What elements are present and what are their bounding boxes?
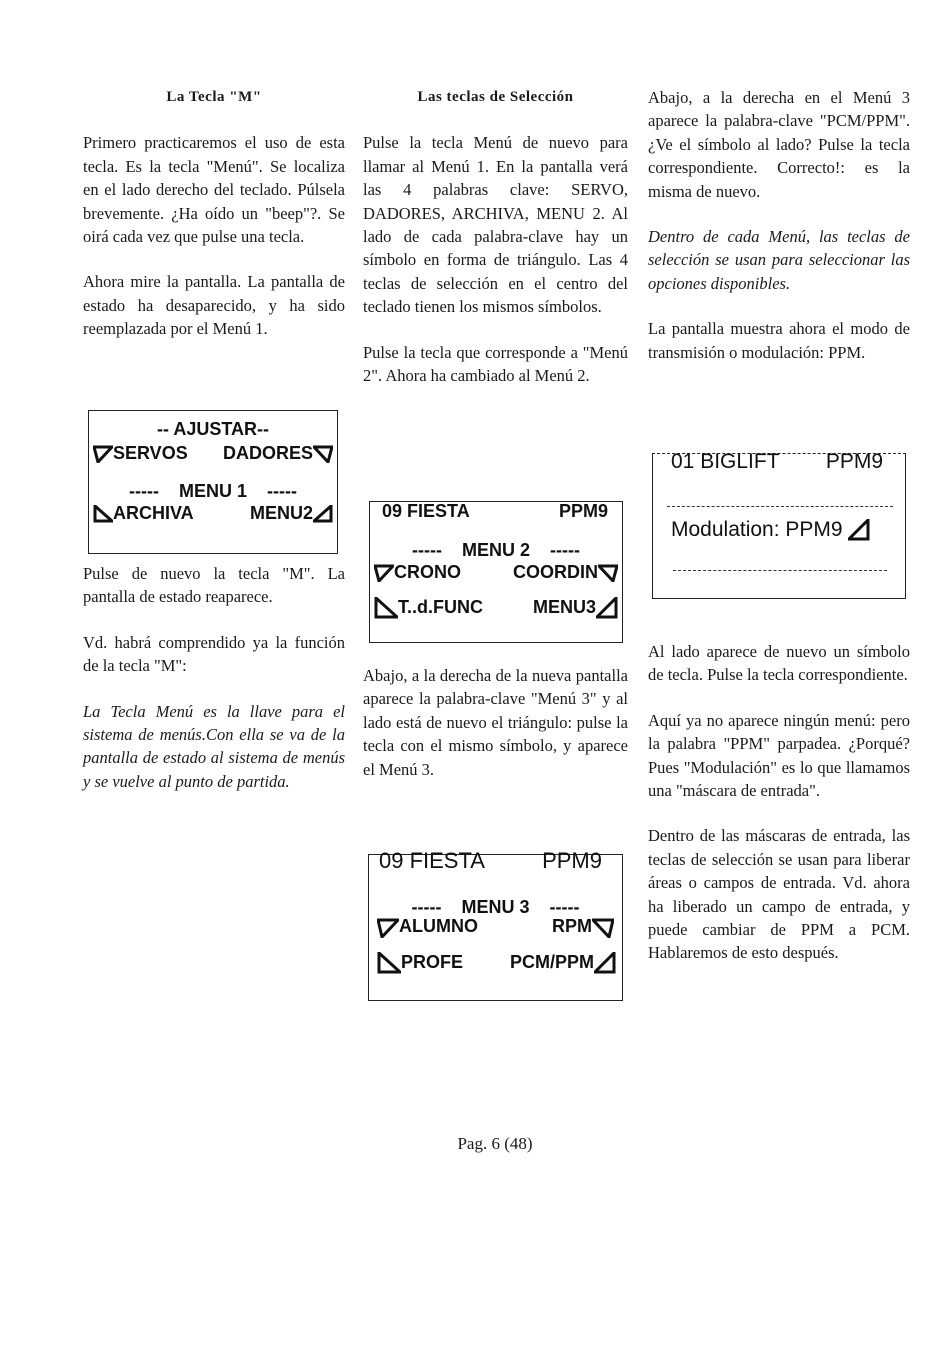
paragraph: Primero practicaremos el uso de esta tecla. Es la tecla "Menú". Se localiza en el lado derecho del teclado. Púlsela brevemente. ¿Ha oído un "beep"?. Se oirá cada vez que pulse una tecla.: [83, 133, 345, 247]
paragraph: Abajo, a la derecha de la nueva pantalla aparece la palabra-clave "Menú 3" y al lado está de nuevo el triángulo: pulse la tecla con el mismo símbolo, y aparece el Menú 3.: [363, 666, 628, 779]
paragraph: Pulse de nuevo la tecla "M". La pantalla de estado reaparece.: [83, 564, 345, 607]
lcd-modulation: PPM9: [825, 450, 883, 473]
lcd-item-menu3: MENU3: [532, 596, 596, 617]
paragraph: Pulse la tecla Menú de nuevo para llamar al Menú 1. En la pantalla verá las 4 palabras clave: SERVO, DADORES, ARCHIVA, MENU 2. Al lado de cada palabra-clave hay un símbolo en forma de triángulo. Las 4 teclas de selección en el centro del teclado tienen los mismos símbolos.: [363, 133, 628, 317]
lcd-screen-menu-2: [369, 501, 623, 643]
lcd-item-alumno: ALUMNO: [399, 916, 478, 937]
section-heading-tecla-m: La Tecla "M": [166, 89, 262, 105]
column-2: [363, 86, 628, 409]
select-triangle-top-left-icon: [374, 564, 394, 582]
column-3: [648, 86, 910, 386]
lcd-modulation-line: Modulation: PPM9: [671, 518, 843, 541]
select-triangle-bottom-left-icon: [93, 505, 113, 523]
paragraph: Pulse la tecla que corresponde a "Menú 2". Ahora ha cambiado al Menú 2.: [363, 342, 628, 386]
lcd-divider: [673, 570, 887, 571]
select-triangle-bottom-right-icon: [596, 597, 618, 619]
select-triangle-bottom-left-icon: [377, 952, 401, 974]
paragraph-italic: La Tecla Menú es la llave para el sistema de menús.Con ella se va de la pantalla de estado al sistema de menús y se vuelve al punto de partida.: [83, 701, 345, 791]
lcd-modulation: PPM9: [558, 500, 608, 521]
paragraph: Dentro de las máscaras de entrada, las teclas de selección se usan para liberar áreas o campos de entrada. Vd. ahora ha liberado un campo de entrada, y puede cambiar de PPM a PCM. Hablaremos de esto después.: [648, 826, 910, 963]
select-triangle-top-right-icon: [313, 445, 333, 463]
section-heading-teclas-seleccion: Las teclas de Selección: [417, 89, 574, 105]
lcd-item-dadores: DADORES: [222, 442, 313, 463]
lcd-modulation: PPM9: [542, 848, 602, 873]
column-3-lower: [648, 640, 910, 987]
lcd-divider: [667, 506, 893, 507]
select-triangle-bottom-right-icon: [313, 505, 333, 523]
lcd-menu-label: ----- MENU 2 -----: [412, 540, 580, 560]
lcd-screen-modulation: [652, 450, 906, 599]
column-1-lower: [83, 562, 345, 815]
select-triangle-top-right-icon: [598, 564, 618, 582]
column-2-lower: [363, 664, 628, 803]
select-triangle-top-right-icon: [592, 918, 614, 938]
lcd-item-coordin: COORDIN: [513, 561, 598, 582]
lcd-item-archiva: ARCHIVA: [113, 502, 194, 523]
paragraph: Al lado aparece de nuevo un símbolo de tecla. Pulse la tecla correspondiente.: [648, 642, 910, 685]
lcd-screen-menu-1: [88, 410, 338, 554]
paragraph: Vd. habrá comprendido ya la función de la tecla "M":: [83, 632, 345, 676]
lcd-item-crono: CRONO: [394, 561, 461, 582]
paragraph: Ahora mire la pantalla. La pantalla de estado ha desaparecido, y ha sido reemplazada por el Menú 1.: [83, 272, 345, 339]
paragraph: Aquí ya no aparece ningún menú: pero la palabra "PPM" parpadea. ¿Porqué? Pues "Modulación" es lo que llamamos una "máscara de entrada".: [648, 710, 910, 801]
select-triangle-bottom-right-icon: [594, 952, 616, 974]
paragraph: Abajo, a la derecha en el Menú 3 aparece la palabra-clave "PCM/PPM". ¿Ve el símbolo al lado? Pulse la tecla correspondiente. Correcto!: es la misma de nuevo.: [648, 88, 910, 201]
lcd-item-pcm-ppm: PCM/PPM: [509, 951, 594, 972]
lcd-item-servos: SERVOS: [113, 442, 188, 463]
select-triangle-top-left-icon: [377, 918, 399, 938]
column-1: [83, 86, 345, 363]
lcd-model-name: 09 FIESTA: [379, 848, 485, 873]
paragraph-italic: Dentro de cada Menú, las teclas de selección se usan para seleccionar las opciones disponibles.: [648, 227, 910, 293]
lcd-model-name: 01 BIGLIFT: [671, 450, 780, 473]
lcd-menu-label: ----- MENU 1 -----: [129, 481, 297, 501]
lcd-item-menu2: MENU2: [249, 502, 313, 523]
lcd-title: -- AJUSTAR--: [157, 419, 269, 439]
lcd-item-tdfunc: T..d.FUNC: [398, 596, 483, 617]
select-triangle-top-left-icon: [93, 445, 113, 463]
lcd-menu-label: ----- MENU 3 -----: [411, 897, 580, 917]
page-number: Pag. 6 (48): [457, 1134, 533, 1153]
lcd-screen-menu-3: [368, 848, 623, 1001]
paragraph: La pantalla muestra ahora el modo de transmisión o modulación: PPM.: [648, 319, 910, 362]
select-triangle-bottom-left-icon: [374, 597, 398, 619]
select-triangle-bottom-right-icon: [848, 519, 870, 541]
lcd-item-profe: PROFE: [401, 951, 464, 972]
lcd-item-rpm: RPM: [552, 916, 592, 937]
lcd-model-name: 09 FIESTA: [382, 500, 470, 521]
